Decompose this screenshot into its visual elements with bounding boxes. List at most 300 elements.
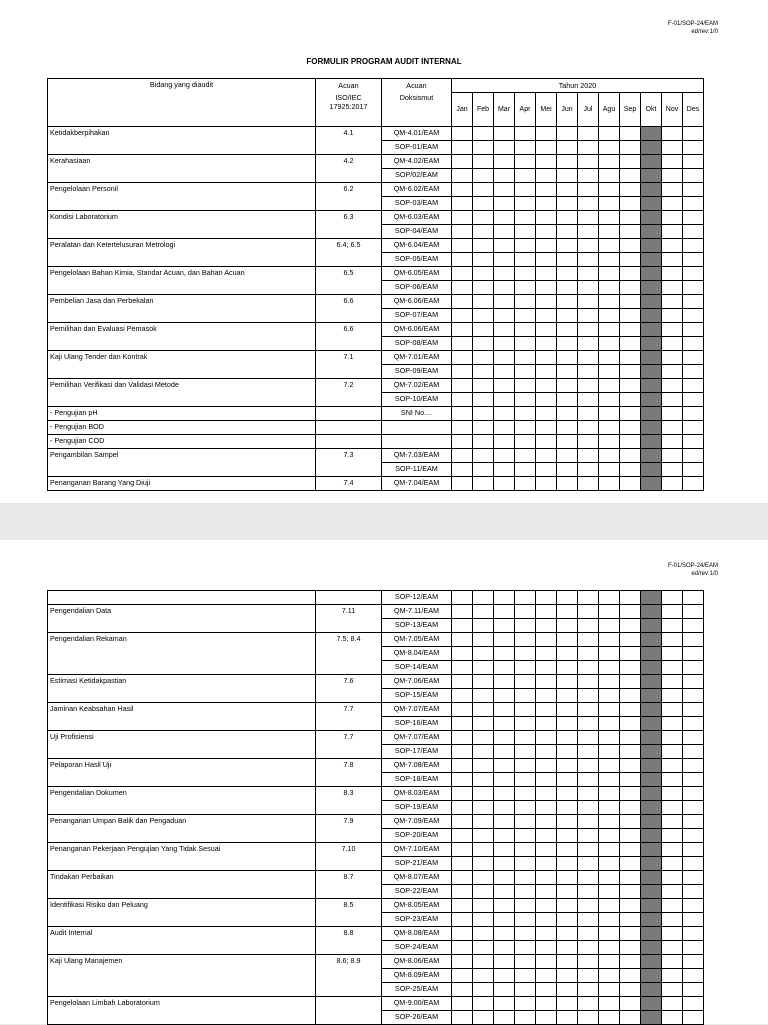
schedule-cell-jun[interactable]	[557, 591, 578, 605]
schedule-cell-feb[interactable]	[473, 1011, 494, 1025]
schedule-cell-feb[interactable]	[473, 703, 494, 717]
schedule-cell-jun[interactable]	[557, 141, 578, 155]
schedule-cell-mei[interactable]	[536, 281, 557, 295]
schedule-cell-jul[interactable]	[578, 183, 599, 197]
schedule-cell-sep[interactable]	[620, 983, 641, 997]
schedule-cell-sep[interactable]	[620, 689, 641, 703]
schedule-cell-sep[interactable]	[620, 913, 641, 927]
schedule-cell-jul[interactable]	[578, 127, 599, 141]
schedule-cell-apr[interactable]	[515, 633, 536, 647]
schedule-cell-feb[interactable]	[473, 843, 494, 857]
schedule-cell-jul[interactable]	[578, 477, 599, 491]
schedule-cell-sep[interactable]	[620, 591, 641, 605]
schedule-cell-mar[interactable]	[494, 155, 515, 169]
schedule-cell-feb[interactable]	[473, 745, 494, 759]
schedule-cell-sep[interactable]	[620, 295, 641, 309]
schedule-cell-mei[interactable]	[536, 927, 557, 941]
schedule-cell-sep[interactable]	[620, 239, 641, 253]
schedule-cell-mar[interactable]	[494, 393, 515, 407]
schedule-cell-jul[interactable]	[578, 913, 599, 927]
schedule-cell-agu[interactable]	[599, 421, 620, 435]
schedule-cell-mar[interactable]	[494, 871, 515, 885]
schedule-cell-agu[interactable]	[599, 591, 620, 605]
schedule-cell-mar[interactable]	[494, 141, 515, 155]
schedule-cell-okt[interactable]	[641, 253, 662, 267]
schedule-cell-mar[interactable]	[494, 421, 515, 435]
schedule-cell-mar[interactable]	[494, 801, 515, 815]
schedule-cell-mei[interactable]	[536, 745, 557, 759]
schedule-cell-des[interactable]	[683, 927, 704, 941]
schedule-cell-apr[interactable]	[515, 899, 536, 913]
schedule-cell-jul[interactable]	[578, 309, 599, 323]
schedule-cell-mei[interactable]	[536, 661, 557, 675]
schedule-cell-jul[interactable]	[578, 661, 599, 675]
schedule-cell-mar[interactable]	[494, 717, 515, 731]
schedule-cell-jun[interactable]	[557, 435, 578, 449]
schedule-cell-okt[interactable]	[641, 365, 662, 379]
schedule-cell-okt[interactable]	[641, 857, 662, 871]
schedule-cell-mei[interactable]	[536, 731, 557, 745]
schedule-cell-sep[interactable]	[620, 843, 641, 857]
schedule-cell-mei[interactable]	[536, 155, 557, 169]
schedule-cell-apr[interactable]	[515, 969, 536, 983]
schedule-cell-apr[interactable]	[515, 1011, 536, 1025]
schedule-cell-feb[interactable]	[473, 885, 494, 899]
schedule-cell-jun[interactable]	[557, 913, 578, 927]
schedule-cell-jul[interactable]	[578, 225, 599, 239]
schedule-cell-jan[interactable]	[452, 871, 473, 885]
schedule-cell-jun[interactable]	[557, 857, 578, 871]
schedule-cell-jun[interactable]	[557, 731, 578, 745]
schedule-cell-jul[interactable]	[578, 605, 599, 619]
schedule-cell-apr[interactable]	[515, 619, 536, 633]
schedule-cell-jul[interactable]	[578, 351, 599, 365]
schedule-cell-okt[interactable]	[641, 435, 662, 449]
schedule-cell-mei[interactable]	[536, 351, 557, 365]
schedule-cell-agu[interactable]	[599, 463, 620, 477]
schedule-cell-jun[interactable]	[557, 829, 578, 843]
schedule-cell-agu[interactable]	[599, 647, 620, 661]
schedule-cell-sep[interactable]	[620, 871, 641, 885]
schedule-cell-agu[interactable]	[599, 773, 620, 787]
schedule-cell-agu[interactable]	[599, 407, 620, 421]
schedule-cell-des[interactable]	[683, 449, 704, 463]
schedule-cell-apr[interactable]	[515, 913, 536, 927]
schedule-cell-mei[interactable]	[536, 969, 557, 983]
schedule-cell-apr[interactable]	[515, 393, 536, 407]
schedule-cell-mei[interactable]	[536, 913, 557, 927]
schedule-cell-nov[interactable]	[662, 927, 683, 941]
schedule-cell-feb[interactable]	[473, 435, 494, 449]
schedule-cell-jun[interactable]	[557, 843, 578, 857]
schedule-cell-mei[interactable]	[536, 393, 557, 407]
schedule-cell-mei[interactable]	[536, 295, 557, 309]
schedule-cell-feb[interactable]	[473, 871, 494, 885]
schedule-cell-mei[interactable]	[536, 633, 557, 647]
schedule-cell-des[interactable]	[683, 829, 704, 843]
schedule-cell-nov[interactable]	[662, 155, 683, 169]
schedule-cell-jul[interactable]	[578, 1011, 599, 1025]
schedule-cell-nov[interactable]	[662, 211, 683, 225]
schedule-cell-apr[interactable]	[515, 197, 536, 211]
schedule-cell-jul[interactable]	[578, 281, 599, 295]
schedule-cell-okt[interactable]	[641, 183, 662, 197]
schedule-cell-agu[interactable]	[599, 365, 620, 379]
schedule-cell-mar[interactable]	[494, 225, 515, 239]
schedule-cell-jun[interactable]	[557, 239, 578, 253]
schedule-cell-des[interactable]	[683, 183, 704, 197]
schedule-cell-okt[interactable]	[641, 407, 662, 421]
schedule-cell-apr[interactable]	[515, 421, 536, 435]
schedule-cell-mei[interactable]	[536, 759, 557, 773]
schedule-cell-apr[interactable]	[515, 253, 536, 267]
schedule-cell-des[interactable]	[683, 717, 704, 731]
schedule-cell-feb[interactable]	[473, 477, 494, 491]
schedule-cell-jan[interactable]	[452, 829, 473, 843]
schedule-cell-jul[interactable]	[578, 169, 599, 183]
schedule-cell-apr[interactable]	[515, 857, 536, 871]
schedule-cell-nov[interactable]	[662, 899, 683, 913]
schedule-cell-sep[interactable]	[620, 169, 641, 183]
schedule-cell-jan[interactable]	[452, 281, 473, 295]
schedule-cell-mar[interactable]	[494, 591, 515, 605]
schedule-cell-apr[interactable]	[515, 225, 536, 239]
schedule-cell-jul[interactable]	[578, 871, 599, 885]
schedule-cell-agu[interactable]	[599, 899, 620, 913]
schedule-cell-jul[interactable]	[578, 885, 599, 899]
schedule-cell-okt[interactable]	[641, 997, 662, 1011]
schedule-cell-des[interactable]	[683, 253, 704, 267]
schedule-cell-jan[interactable]	[452, 295, 473, 309]
schedule-cell-nov[interactable]	[662, 983, 683, 997]
schedule-cell-sep[interactable]	[620, 661, 641, 675]
schedule-cell-apr[interactable]	[515, 337, 536, 351]
schedule-cell-jan[interactable]	[452, 449, 473, 463]
schedule-cell-mar[interactable]	[494, 857, 515, 871]
schedule-cell-apr[interactable]	[515, 885, 536, 899]
schedule-cell-jan[interactable]	[452, 787, 473, 801]
schedule-cell-okt[interactable]	[641, 127, 662, 141]
schedule-cell-des[interactable]	[683, 155, 704, 169]
schedule-cell-feb[interactable]	[473, 281, 494, 295]
schedule-cell-mar[interactable]	[494, 281, 515, 295]
schedule-cell-sep[interactable]	[620, 619, 641, 633]
schedule-cell-jan[interactable]	[452, 225, 473, 239]
schedule-cell-nov[interactable]	[662, 885, 683, 899]
schedule-cell-feb[interactable]	[473, 141, 494, 155]
schedule-cell-jun[interactable]	[557, 323, 578, 337]
schedule-cell-agu[interactable]	[599, 183, 620, 197]
schedule-cell-mar[interactable]	[494, 927, 515, 941]
schedule-cell-mar[interactable]	[494, 449, 515, 463]
schedule-cell-nov[interactable]	[662, 647, 683, 661]
schedule-cell-agu[interactable]	[599, 675, 620, 689]
schedule-cell-jul[interactable]	[578, 703, 599, 717]
schedule-cell-okt[interactable]	[641, 843, 662, 857]
schedule-cell-okt[interactable]	[641, 871, 662, 885]
schedule-cell-jun[interactable]	[557, 815, 578, 829]
schedule-cell-jun[interactable]	[557, 633, 578, 647]
schedule-cell-agu[interactable]	[599, 913, 620, 927]
schedule-cell-sep[interactable]	[620, 435, 641, 449]
schedule-cell-jan[interactable]	[452, 997, 473, 1011]
schedule-cell-jul[interactable]	[578, 997, 599, 1011]
schedule-cell-mar[interactable]	[494, 169, 515, 183]
schedule-cell-des[interactable]	[683, 239, 704, 253]
schedule-cell-sep[interactable]	[620, 647, 641, 661]
schedule-cell-jan[interactable]	[452, 155, 473, 169]
schedule-cell-jun[interactable]	[557, 773, 578, 787]
schedule-cell-feb[interactable]	[473, 927, 494, 941]
schedule-cell-mar[interactable]	[494, 267, 515, 281]
schedule-cell-mar[interactable]	[494, 183, 515, 197]
schedule-cell-jul[interactable]	[578, 955, 599, 969]
schedule-cell-okt[interactable]	[641, 759, 662, 773]
schedule-cell-sep[interactable]	[620, 815, 641, 829]
schedule-cell-jun[interactable]	[557, 661, 578, 675]
schedule-cell-jun[interactable]	[557, 885, 578, 899]
schedule-cell-des[interactable]	[683, 941, 704, 955]
schedule-cell-jan[interactable]	[452, 211, 473, 225]
schedule-cell-jul[interactable]	[578, 773, 599, 787]
schedule-cell-des[interactable]	[683, 619, 704, 633]
schedule-cell-mei[interactable]	[536, 435, 557, 449]
schedule-cell-nov[interactable]	[662, 323, 683, 337]
schedule-cell-jun[interactable]	[557, 675, 578, 689]
schedule-cell-agu[interactable]	[599, 983, 620, 997]
schedule-cell-jan[interactable]	[452, 421, 473, 435]
schedule-cell-mar[interactable]	[494, 829, 515, 843]
schedule-cell-jul[interactable]	[578, 295, 599, 309]
schedule-cell-jun[interactable]	[557, 745, 578, 759]
schedule-cell-agu[interactable]	[599, 703, 620, 717]
schedule-cell-agu[interactable]	[599, 857, 620, 871]
schedule-cell-nov[interactable]	[662, 731, 683, 745]
schedule-cell-agu[interactable]	[599, 477, 620, 491]
schedule-cell-jul[interactable]	[578, 843, 599, 857]
schedule-cell-des[interactable]	[683, 801, 704, 815]
schedule-cell-feb[interactable]	[473, 155, 494, 169]
schedule-cell-okt[interactable]	[641, 337, 662, 351]
schedule-cell-agu[interactable]	[599, 141, 620, 155]
schedule-cell-mar[interactable]	[494, 633, 515, 647]
schedule-cell-jun[interactable]	[557, 927, 578, 941]
schedule-cell-okt[interactable]	[641, 591, 662, 605]
schedule-cell-agu[interactable]	[599, 197, 620, 211]
schedule-cell-mei[interactable]	[536, 183, 557, 197]
schedule-cell-mei[interactable]	[536, 773, 557, 787]
schedule-cell-des[interactable]	[683, 703, 704, 717]
schedule-cell-okt[interactable]	[641, 309, 662, 323]
schedule-cell-feb[interactable]	[473, 801, 494, 815]
schedule-cell-jan[interactable]	[452, 477, 473, 491]
schedule-cell-des[interactable]	[683, 689, 704, 703]
schedule-cell-jan[interactable]	[452, 759, 473, 773]
schedule-cell-jul[interactable]	[578, 801, 599, 815]
schedule-cell-nov[interactable]	[662, 477, 683, 491]
schedule-cell-okt[interactable]	[641, 703, 662, 717]
schedule-cell-jun[interactable]	[557, 309, 578, 323]
schedule-cell-okt[interactable]	[641, 619, 662, 633]
schedule-cell-des[interactable]	[683, 295, 704, 309]
schedule-cell-jun[interactable]	[557, 365, 578, 379]
schedule-cell-des[interactable]	[683, 351, 704, 365]
schedule-cell-nov[interactable]	[662, 1011, 683, 1025]
schedule-cell-nov[interactable]	[662, 955, 683, 969]
schedule-cell-jul[interactable]	[578, 829, 599, 843]
schedule-cell-mar[interactable]	[494, 885, 515, 899]
schedule-cell-nov[interactable]	[662, 449, 683, 463]
schedule-cell-jan[interactable]	[452, 661, 473, 675]
schedule-cell-des[interactable]	[683, 731, 704, 745]
schedule-cell-apr[interactable]	[515, 211, 536, 225]
schedule-cell-sep[interactable]	[620, 155, 641, 169]
schedule-cell-nov[interactable]	[662, 141, 683, 155]
schedule-cell-sep[interactable]	[620, 759, 641, 773]
schedule-cell-agu[interactable]	[599, 1011, 620, 1025]
schedule-cell-mei[interactable]	[536, 337, 557, 351]
schedule-cell-agu[interactable]	[599, 127, 620, 141]
schedule-cell-mei[interactable]	[536, 225, 557, 239]
schedule-cell-nov[interactable]	[662, 633, 683, 647]
schedule-cell-feb[interactable]	[473, 787, 494, 801]
schedule-cell-mar[interactable]	[494, 211, 515, 225]
schedule-cell-nov[interactable]	[662, 169, 683, 183]
schedule-cell-mei[interactable]	[536, 703, 557, 717]
schedule-cell-sep[interactable]	[620, 337, 641, 351]
schedule-cell-mar[interactable]	[494, 661, 515, 675]
schedule-cell-sep[interactable]	[620, 197, 641, 211]
schedule-cell-jan[interactable]	[452, 927, 473, 941]
schedule-cell-jul[interactable]	[578, 435, 599, 449]
schedule-cell-mar[interactable]	[494, 365, 515, 379]
schedule-cell-agu[interactable]	[599, 295, 620, 309]
schedule-cell-apr[interactable]	[515, 127, 536, 141]
schedule-cell-mar[interactable]	[494, 407, 515, 421]
schedule-cell-sep[interactable]	[620, 211, 641, 225]
schedule-cell-okt[interactable]	[641, 983, 662, 997]
schedule-cell-sep[interactable]	[620, 633, 641, 647]
schedule-cell-nov[interactable]	[662, 225, 683, 239]
schedule-cell-okt[interactable]	[641, 969, 662, 983]
schedule-cell-okt[interactable]	[641, 647, 662, 661]
schedule-cell-des[interactable]	[683, 997, 704, 1011]
schedule-cell-okt[interactable]	[641, 421, 662, 435]
schedule-cell-feb[interactable]	[473, 323, 494, 337]
schedule-cell-sep[interactable]	[620, 675, 641, 689]
schedule-cell-jul[interactable]	[578, 857, 599, 871]
schedule-cell-agu[interactable]	[599, 211, 620, 225]
schedule-cell-mar[interactable]	[494, 703, 515, 717]
schedule-cell-jan[interactable]	[452, 675, 473, 689]
schedule-cell-okt[interactable]	[641, 829, 662, 843]
schedule-cell-apr[interactable]	[515, 787, 536, 801]
schedule-cell-sep[interactable]	[620, 745, 641, 759]
schedule-cell-agu[interactable]	[599, 885, 620, 899]
schedule-cell-feb[interactable]	[473, 899, 494, 913]
schedule-cell-jan[interactable]	[452, 633, 473, 647]
schedule-cell-apr[interactable]	[515, 703, 536, 717]
schedule-cell-mei[interactable]	[536, 717, 557, 731]
schedule-cell-sep[interactable]	[620, 393, 641, 407]
schedule-cell-jul[interactable]	[578, 927, 599, 941]
schedule-cell-jan[interactable]	[452, 197, 473, 211]
schedule-cell-des[interactable]	[683, 407, 704, 421]
schedule-cell-mei[interactable]	[536, 619, 557, 633]
schedule-cell-mei[interactable]	[536, 421, 557, 435]
schedule-cell-nov[interactable]	[662, 661, 683, 675]
schedule-cell-mar[interactable]	[494, 605, 515, 619]
schedule-cell-agu[interactable]	[599, 351, 620, 365]
schedule-cell-jun[interactable]	[557, 449, 578, 463]
schedule-cell-okt[interactable]	[641, 477, 662, 491]
schedule-cell-nov[interactable]	[662, 351, 683, 365]
schedule-cell-des[interactable]	[683, 169, 704, 183]
schedule-cell-apr[interactable]	[515, 365, 536, 379]
schedule-cell-nov[interactable]	[662, 941, 683, 955]
schedule-cell-apr[interactable]	[515, 731, 536, 745]
schedule-cell-mar[interactable]	[494, 1011, 515, 1025]
schedule-cell-nov[interactable]	[662, 703, 683, 717]
schedule-cell-okt[interactable]	[641, 941, 662, 955]
schedule-cell-mar[interactable]	[494, 619, 515, 633]
schedule-cell-jun[interactable]	[557, 155, 578, 169]
schedule-cell-agu[interactable]	[599, 379, 620, 393]
schedule-cell-mar[interactable]	[494, 309, 515, 323]
schedule-cell-apr[interactable]	[515, 689, 536, 703]
schedule-cell-feb[interactable]	[473, 295, 494, 309]
schedule-cell-jul[interactable]	[578, 197, 599, 211]
schedule-cell-nov[interactable]	[662, 997, 683, 1011]
schedule-cell-apr[interactable]	[515, 661, 536, 675]
schedule-cell-apr[interactable]	[515, 155, 536, 169]
schedule-cell-jul[interactable]	[578, 969, 599, 983]
schedule-cell-agu[interactable]	[599, 323, 620, 337]
schedule-cell-apr[interactable]	[515, 295, 536, 309]
schedule-cell-feb[interactable]	[473, 211, 494, 225]
schedule-cell-sep[interactable]	[620, 141, 641, 155]
schedule-cell-nov[interactable]	[662, 801, 683, 815]
schedule-cell-jan[interactable]	[452, 379, 473, 393]
schedule-cell-nov[interactable]	[662, 239, 683, 253]
schedule-cell-des[interactable]	[683, 759, 704, 773]
schedule-cell-agu[interactable]	[599, 829, 620, 843]
schedule-cell-agu[interactable]	[599, 619, 620, 633]
schedule-cell-sep[interactable]	[620, 127, 641, 141]
schedule-cell-apr[interactable]	[515, 801, 536, 815]
schedule-cell-mei[interactable]	[536, 477, 557, 491]
schedule-cell-mar[interactable]	[494, 197, 515, 211]
schedule-cell-nov[interactable]	[662, 619, 683, 633]
schedule-cell-nov[interactable]	[662, 365, 683, 379]
schedule-cell-agu[interactable]	[599, 997, 620, 1011]
schedule-cell-feb[interactable]	[473, 983, 494, 997]
schedule-cell-jul[interactable]	[578, 731, 599, 745]
schedule-cell-des[interactable]	[683, 365, 704, 379]
schedule-cell-jul[interactable]	[578, 211, 599, 225]
schedule-cell-jun[interactable]	[557, 463, 578, 477]
schedule-cell-agu[interactable]	[599, 717, 620, 731]
schedule-cell-apr[interactable]	[515, 983, 536, 997]
schedule-cell-jan[interactable]	[452, 253, 473, 267]
schedule-cell-feb[interactable]	[473, 829, 494, 843]
schedule-cell-sep[interactable]	[620, 927, 641, 941]
schedule-cell-mar[interactable]	[494, 745, 515, 759]
schedule-cell-jan[interactable]	[452, 955, 473, 969]
schedule-cell-mar[interactable]	[494, 815, 515, 829]
schedule-cell-jul[interactable]	[578, 647, 599, 661]
schedule-cell-nov[interactable]	[662, 197, 683, 211]
